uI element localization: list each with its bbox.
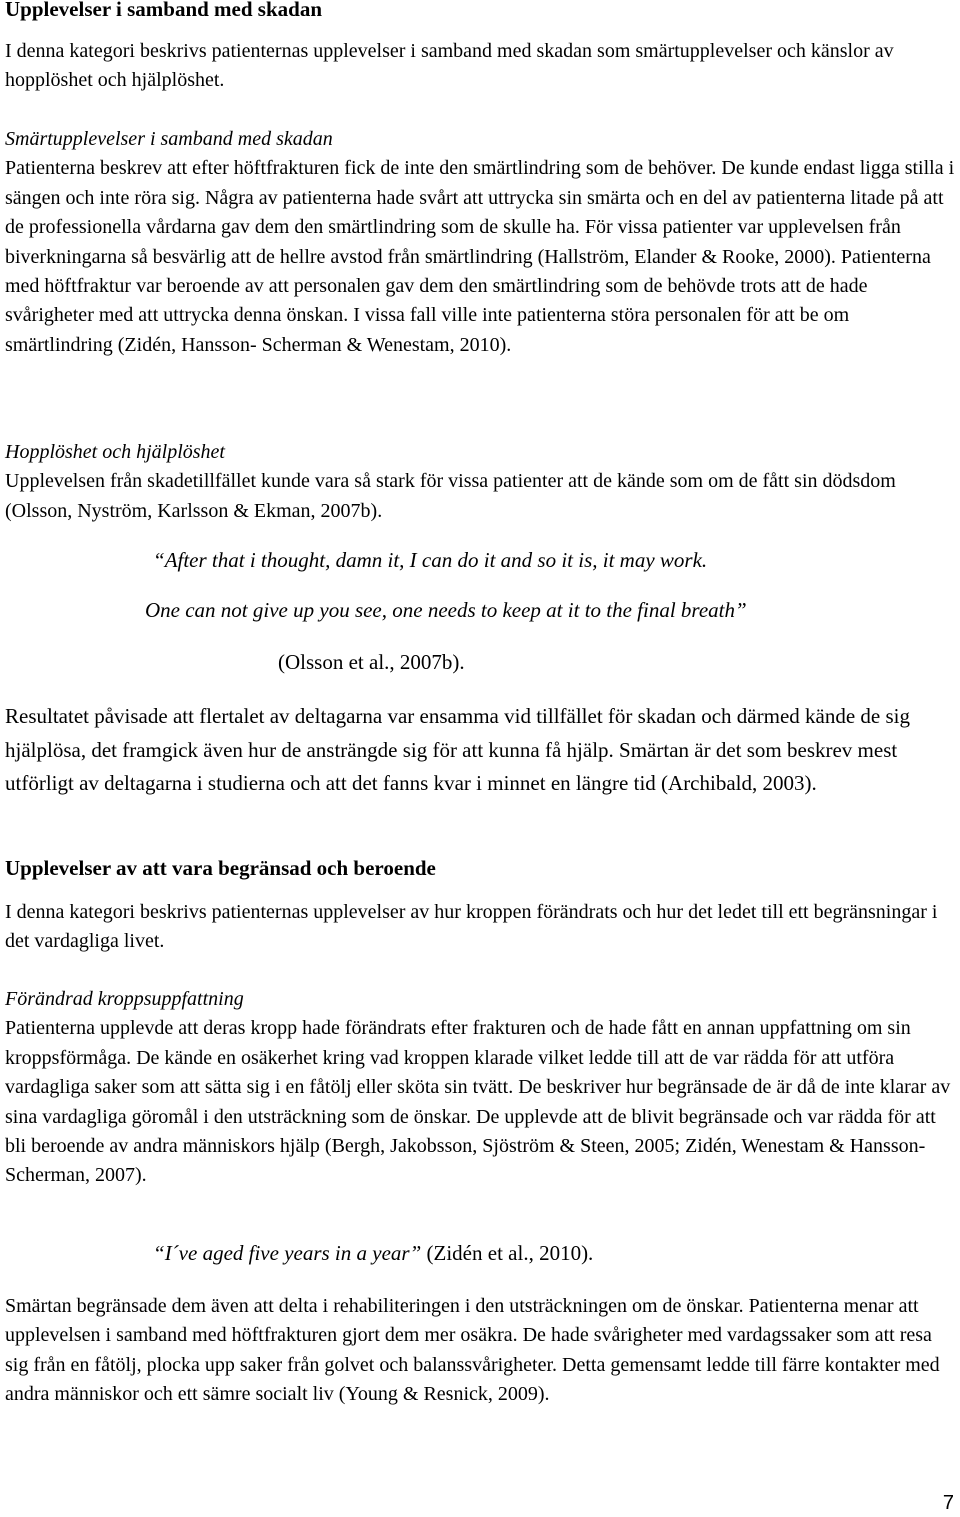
quote-line-2: One can not give up you see, one needs to keep at it to the final breath” xyxy=(145,598,747,622)
subsection-title: Hopplöshet och hjälplöshet xyxy=(5,441,225,463)
result-paragraph: Resultatet påvisade att flertalet av deltagarna var ensamma vid tillfället för skadan och därmed kände de sig hjälplösa, det framgick även hur de ansträngde sig för att kunna få hjälp. Smärtan är det som beskrev mest utförligt av deltagarna i studierna och att det fanns kvar i minnet en längre tid (Archibald, 2003). xyxy=(5,704,910,795)
quote-aged: “I´ve aged five years in a year” (Zidén et al., 2010). xyxy=(153,1241,594,1265)
section-heading-2: Upplevelser av att vara begränsad och beroende xyxy=(5,856,436,880)
quote-citation: (Olsson et al., 2007b). xyxy=(278,650,465,674)
subsection-title: Förändrad kroppsuppfattning xyxy=(5,988,244,1010)
section-intro-1: I denna kategori beskrivs patienternas upplevelser i samband med skadan som smärtupplevelser och känslor av hopplöshet och hjälplöshet. xyxy=(5,40,894,92)
quote-citation: (Zidén et al., 2010). xyxy=(426,1241,594,1265)
subsection-hopelessness xyxy=(5,438,957,526)
subsection-body-image xyxy=(5,985,957,1191)
subsection-body: Patienterna beskrev att efter höftfrakturen fick de inte den smärtlindring som de behöver. De kunde endast ligga stilla i sängen och inte röra sig. Några av patienterna hade svårt att uttrycka sin smärta och en del av patienterna litade på att de professionella vårdarna gav dem den smärtlindring som de skulle ha. För vissa patienter var upplevelsen från biverkningarna så besvärlig att de hellre avstod från smärtlindring (Hallström, Elander & Rooke, 2000). Patienterna med höftfraktur var beroende av att personalen gav dem den smärtlindring som de behövde trots att de hade svårigheter med att uttrycka denna önskan. I vissa fall ville inte patienterna störa personalen för att be om smärtlindring (Zidén, Hansson- Scherman & Wenestam, 2010). xyxy=(5,157,955,356)
quote-line-1: “After that i thought, damn it, I can do it and so it is, it may work. xyxy=(153,548,708,572)
section-intro-2: I denna kategori beskrivs patienternas upplevelser av hur kroppen förändrats och hur det ledet till ett begränsningar i det vardagliga livet. xyxy=(5,901,938,953)
subsection-body: Patienterna upplevde att deras kropp hade förändrats efter frakturen och de hade fått en annan uppfattning om sin kroppsförmåga. De kände en osäkerhet kring vad kroppen klarade vilket ledde till att de var rädda för att utföra vardagliga saker som att sätta sig i en fåtölj eller sköta sin tvätt. De beskriver hur begränsade de är då de inte klarar av sina vardagliga göromål i den utsträckning som de önskar. De upplevde att de blivit begränsade och var rädda för att bli beroende av andra människors hjälp (Bergh, Jakobsson, Sjöström & Steen, 2005; Zidén, Wenestam & Hansson- Scherman, 2007). xyxy=(5,1017,951,1187)
closing-paragraph: Smärtan begränsade dem även att delta i rehabiliteringen i den utsträckningen om de önskar. Patienterna menar att upplevelsen i samband med höftfrakturen gjort dem mer osäkra. De hade svårigheter med vardagssaker som att resa sig från en fåtölj, plocka upp saker från golvet och balanssvårigheter. Detta gemensamt ledde till färre kontakter med andra människor och ett sämre socialt liv (Young & Resnick, 2009). xyxy=(5,1295,940,1406)
page-number: 7 xyxy=(942,1492,954,1514)
section-heading-1: Upplevelser i samband med skadan xyxy=(5,0,323,21)
subsection-title: Smärtupplevelser i samband med skadan xyxy=(5,128,333,150)
subsection-pain xyxy=(5,125,957,360)
subsection-body: Upplevelsen från skadetillfället kunde vara så stark för vissa patienter att de kände som om de fått sin dödsdom (Olsson, Nyström, Karlsson & Ekman, 2007b). xyxy=(5,470,896,522)
document-page xyxy=(5,0,957,1517)
